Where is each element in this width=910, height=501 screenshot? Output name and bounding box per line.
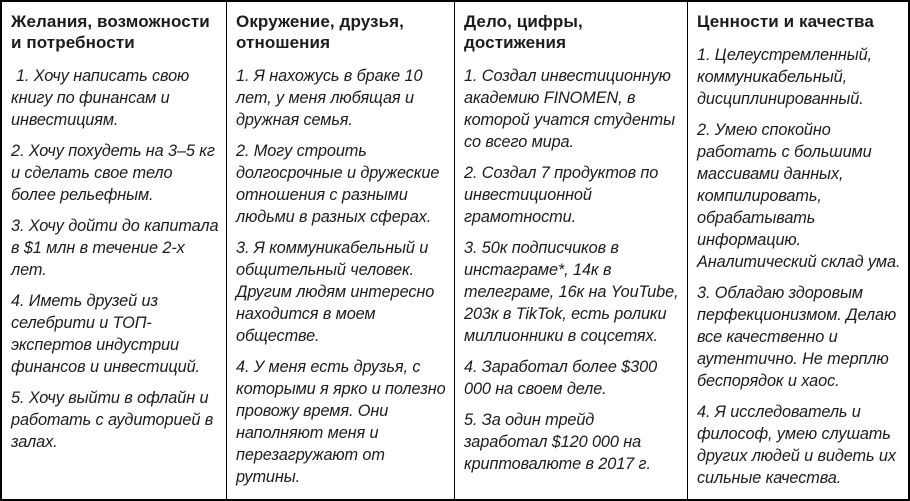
- column-desires-needs: [2, 2, 227, 499]
- column-title: Желания, возможности и потребности: [11, 12, 210, 52]
- list-item: 4. Я исследователь и философ, умею слушать других людей и видеть их сильные качества.: [697, 403, 896, 487]
- list-item: 1. Целеустремленный, коммуникабельный, дисциплинированный.: [697, 46, 872, 108]
- list-item: 2. Хочу похудеть на 3–5 кг и сделать свое тело более рельефным.: [11, 142, 215, 204]
- list-item: 2. Могу строить долгосрочные и дружеские отношения с разными людьми в разных сферах.: [236, 142, 440, 226]
- list-item: 1. Хочу написать свою книгу по финансам и инвестициям.: [11, 67, 190, 129]
- list-item: 4. Иметь друзей из селебрити и ТОП-экспертов индустрии финансов и инвестиций.: [11, 292, 200, 376]
- list-item: 4. Заработал более $300 000 на своем деле.: [464, 358, 658, 398]
- list-item: 1. Создал инвестиционную академию FINOMEN, в которой учатся студенты со всего мира.: [464, 67, 675, 151]
- list-item: 5. За один трейд заработал $120 000 на криптовалюте в 2017 г.: [464, 411, 651, 473]
- list-item: 3. Хочу дойти до капитала в $1 млн в течение 2-х лет.: [11, 217, 219, 279]
- column-values-qualities: [688, 2, 908, 499]
- column-title: Окружение, друзья, отношения: [236, 12, 404, 52]
- list-item: 5. Хочу выйти в офлайн и работать с аудиторией в залах.: [11, 389, 214, 451]
- list-item: 3. Обладаю здоровым перфекционизмом. Делаю все качественно и аутентично. Не терплю беспорядок и хаос.: [697, 284, 897, 390]
- list-item: 3. Я коммуникабельный и общительный человек. Другим людям интересно находится в моем обществе.: [236, 239, 435, 345]
- column-environment-friends: [227, 2, 455, 499]
- list-item: 4. У меня есть друзья, с которыми я ярко и полезно провожу время. Они наполняют меня и перезагружают от рутины.: [236, 358, 446, 486]
- list-item: 2. Умею спокойно работать с большими массивами данных, компилировать, обрабатывать информацию. Аналитический склад ума.: [697, 121, 901, 271]
- column-business-achievements: [455, 2, 688, 499]
- list-item: 1. Я нахожусь в браке 10 лет, у меня любящая и дружная семья.: [236, 67, 423, 129]
- list-item: 2. Создал 7 продуктов по инвестиционной грамотности.: [464, 164, 659, 226]
- column-title: Ценности и качества: [697, 12, 874, 31]
- list-item: 3. 50к подписчиков в инстаграме*, 14к в телеграме, 16к на YouTube, 203к в TikTok, есть ролики миллионники в соцсетях.: [464, 239, 679, 345]
- column-title: Дело, цифры, достижения: [464, 12, 583, 52]
